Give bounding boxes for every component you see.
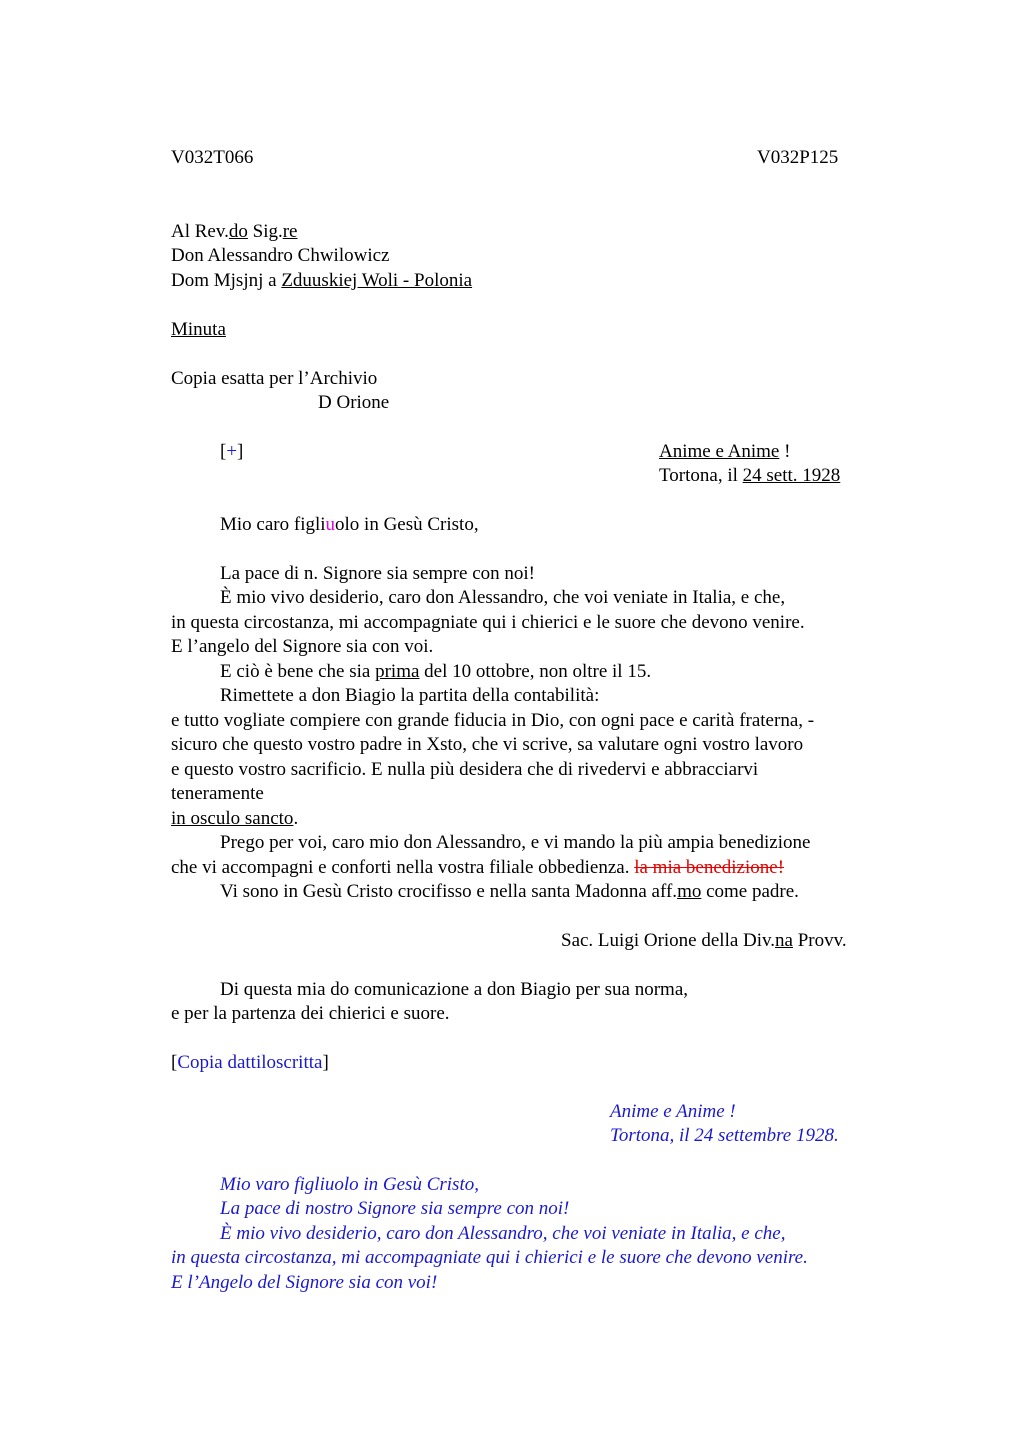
place-date: Tortona, il 24 sett. 1928 bbox=[659, 465, 841, 486]
body-line: in osculo sancto. bbox=[171, 808, 299, 829]
body-line: E l’angelo del Signore sia con voi. bbox=[171, 636, 434, 657]
typed-copy-line: in questa circostanza, mi accompagniate qui i chierici e le suore che devono venire. bbox=[171, 1247, 808, 1268]
body-line: teneramente bbox=[171, 783, 264, 804]
typed-copy-line: E l’Angelo del Signore sia con voi! bbox=[171, 1272, 438, 1293]
motto-heading: Anime e Anime ! bbox=[659, 441, 791, 462]
typed-copy-line: Mio varo figliuolo in Gesù Cristo, bbox=[220, 1174, 479, 1195]
deleted-text: la mia benedizione! bbox=[634, 857, 785, 878]
typed-copy-line: La pace di nostro Signore sia sempre con noi! bbox=[220, 1198, 570, 1219]
body-line: Vi sono in Gesù Cristo crocifisso e nella santa Madonna aff.mo come padre. bbox=[220, 881, 799, 902]
postscript-line: e per la partenza dei chierici e suore. bbox=[171, 1003, 450, 1024]
body-line: in questa circostanza, mi accompagniate qui i chierici e le suore che devono venire. bbox=[171, 612, 805, 633]
body-line: sicuro che questo vostro padre in Xsto, che vi scrive, sa valutare ogni vostro lavoro bbox=[171, 734, 804, 755]
body-line: e tutto vogliate compiere con grande fiducia in Dio, con ogni pace e carità fraterna, - bbox=[171, 710, 815, 731]
body-line: La pace di n. Signore sia sempre con noi! bbox=[220, 563, 535, 584]
body-line: E ciò è bene che sia prima del 10 ottobre, non oltre il 15. bbox=[220, 661, 652, 682]
document-code-right: V032P125 bbox=[757, 147, 839, 168]
typed-copy-motto: Anime e Anime ! bbox=[610, 1101, 736, 1122]
address-line-1: Al Rev.do Sig.re bbox=[171, 221, 298, 242]
typed-copy-line: È mio vivo desiderio, caro don Alessandro, che voi veniate in Italia, e che, bbox=[220, 1223, 786, 1244]
minuta-label: Minuta bbox=[171, 319, 226, 340]
document-code-left: V032T066 bbox=[171, 147, 254, 168]
signature: Sac. Luigi Orione della Div.na Provv. bbox=[561, 930, 847, 951]
body-line: e questo vostro sacrificio. E nulla più desidera che di rivedervi e abbracciarvi bbox=[171, 759, 759, 780]
cross-mark: [+] bbox=[220, 441, 244, 462]
salutation: Mio caro figliuolo in Gesù Cristo, bbox=[220, 514, 479, 535]
archive-signature: D Orione bbox=[318, 392, 390, 413]
body-line: Prego per voi, caro mio don Alessandro, e vi mando la più ampia benedizione bbox=[220, 832, 811, 853]
typed-copy-place-date: Tortona, il 24 settembre 1928. bbox=[610, 1125, 839, 1146]
body-line: È mio vivo desiderio, caro don Alessandro, che voi veniate in Italia, e che, bbox=[220, 587, 786, 608]
postscript-line: Di questa mia do comunicazione a don Biagio per sua norma, bbox=[220, 979, 689, 1000]
address-line-2: Don Alessandro Chwilowicz bbox=[171, 245, 390, 266]
copy-label: [Copia dattiloscritta] bbox=[171, 1052, 329, 1073]
archive-note: Copia esatta per l’Archivio bbox=[171, 368, 378, 389]
body-line: Rimettete a don Biagio la partita della contabilità: bbox=[220, 685, 600, 706]
address-line-3: Dom Mjsjnj a Zduuskiej Woli - Polonia bbox=[171, 270, 473, 291]
body-line: che vi accompagni e conforti nella vostra filiale obbedienza. la mia benedizione! bbox=[171, 857, 785, 878]
